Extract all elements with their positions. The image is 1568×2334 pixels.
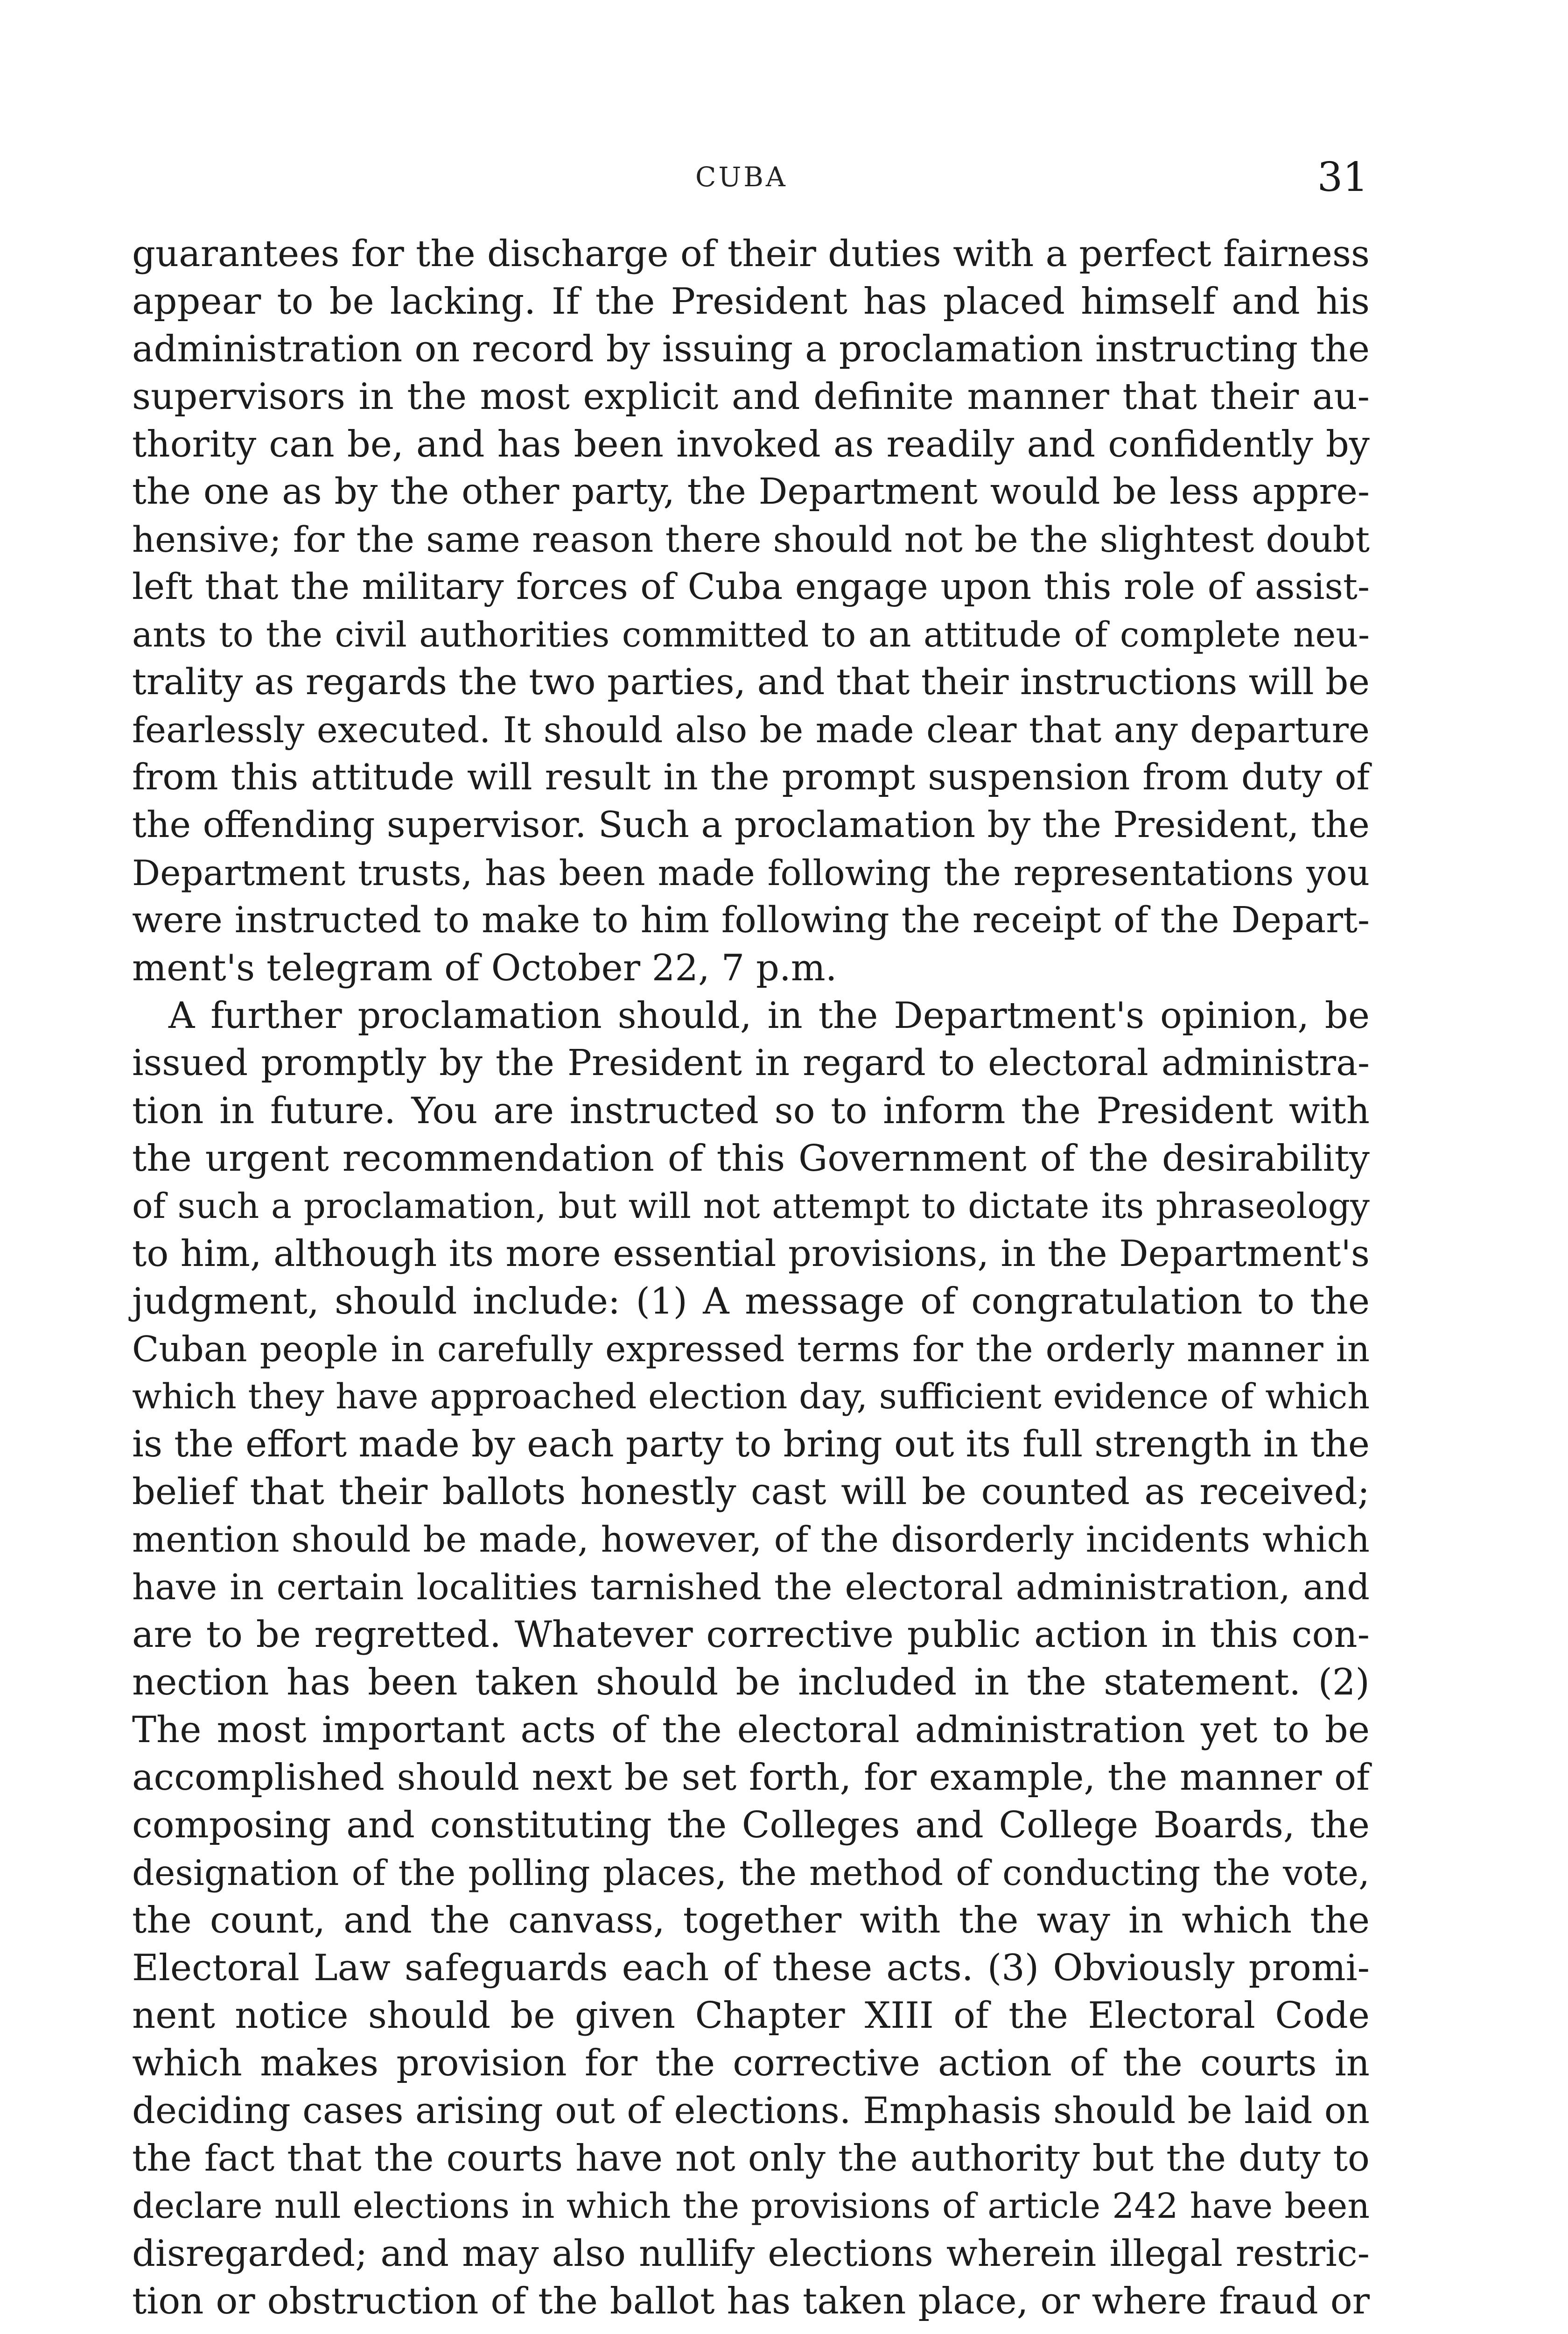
text-line: declare null elections in which the provisions of article 242 have been xyxy=(132,2186,1370,2226)
text-line: belief that their ballots honestly cast will be counted as received; xyxy=(132,1471,1370,1513)
text-line: to him, although its more essential provisions, in the Department's xyxy=(132,1233,1370,1275)
text-line: disregarded; and may also nullify elections wherein illegal restric- xyxy=(132,2233,1370,2275)
text-line: the fact that the courts have not only the authority but the duty to xyxy=(132,2137,1370,2179)
body-text xyxy=(132,230,1370,2325)
text-line: the one as by the other party, the Department would be less appre- xyxy=(132,471,1370,513)
text-line: Cuban people in carefully expressed terms for the orderly manner in xyxy=(132,1329,1370,1370)
text-line: have in certain localities tarnished the electoral administration, and xyxy=(132,1566,1370,1608)
running-head: CUBA xyxy=(695,161,788,193)
text-line: trality as regards the two parties, and that their instructions will be xyxy=(132,661,1370,703)
text-line: tion or obstruction of the ballot has taken place, or where fraud or xyxy=(132,2280,1370,2322)
text-line: are to be regretted. Whatever corrective public action in this con- xyxy=(132,1614,1370,1656)
text-line: from this attitude will result in the prompt suspension from duty of xyxy=(132,757,1370,798)
text-line: the count, and the canvass, together with the way in which the xyxy=(132,1899,1370,1941)
text-line: left that the military forces of Cuba engage upon this role of assist- xyxy=(132,566,1370,608)
text-line: Department trusts, has been made following the representations you xyxy=(132,852,1370,893)
text-line: composing and constituting the Colleges and College Boards, the xyxy=(132,1804,1370,1846)
text-line: Electoral Law safeguards each of these acts. (3) Obviously promi- xyxy=(132,1947,1370,1989)
text-line: issued promptly by the President in regard to electoral administra- xyxy=(132,1042,1370,1084)
text-line: hensive; for the same reason there should not be the slightest doubt xyxy=(132,519,1370,560)
text-line: deciding cases arising out of elections. Emphasis should be laid on xyxy=(132,2090,1370,2132)
text-line: fearlessly executed. It should also be made clear that any departure xyxy=(132,709,1370,751)
text-line: nection has been taken should be included in the statement. (2) xyxy=(132,1661,1370,1703)
text-line: thority can be, and has been invoked as readily and confidently by xyxy=(132,423,1370,465)
text-line: The most important acts of the electoral administration yet to be xyxy=(132,1709,1370,1751)
page-number: 31 xyxy=(1317,154,1368,201)
text-line: nent notice should be given Chapter XIII of the Electoral Code xyxy=(132,1995,1370,2037)
text-line: were instructed to make to him following the receipt of the Depart- xyxy=(132,900,1370,941)
text-line: guarantees for the discharge of their duties with a perfect fairness xyxy=(132,233,1370,275)
text-line: accomplished should next be set forth, for example, the manner of xyxy=(132,1757,1370,1799)
text-line: ment's telegram of October 22, 7 p.m. xyxy=(132,947,837,989)
text-line: which they have approached election day, sufficient evidence of which xyxy=(132,1377,1370,1417)
text-line: appear to be lacking. If the President has placed himself and his xyxy=(132,281,1370,323)
text-line: the offending supervisor. Such a proclamation by the President, the xyxy=(132,804,1370,846)
text-line: ants to the civil authorities committed to an attitude of complete neu- xyxy=(132,615,1370,655)
text-line: which makes provision for the corrective action of the courts in xyxy=(132,2042,1370,2084)
text-line: tion in future. You are instructed so to inform the President with xyxy=(132,1090,1370,1132)
text-line: judgment, should include: (1) A message of congratulation to the xyxy=(132,1280,1370,1322)
text-line: of such a proclamation, but will not attempt to dictate its phraseology xyxy=(132,1186,1370,1226)
text-line: A further proclamation should, in the Department's opinion, be xyxy=(168,995,1370,1037)
text-line: mention should be made, however, of the disorderly incidents which xyxy=(132,1519,1370,1560)
text-line: designation of the polling places, the method of conducting the vote, xyxy=(132,1852,1370,1893)
text-line: is the effort made by each party to bring out its full strength in the xyxy=(132,1423,1370,1465)
text-line: supervisors in the most explicit and definite manner that their au- xyxy=(132,376,1370,418)
text-line: administration on record by issuing a proclamation instructing the xyxy=(132,328,1370,370)
text-line: the urgent recommendation of this Government of the desirability xyxy=(132,1138,1370,1180)
